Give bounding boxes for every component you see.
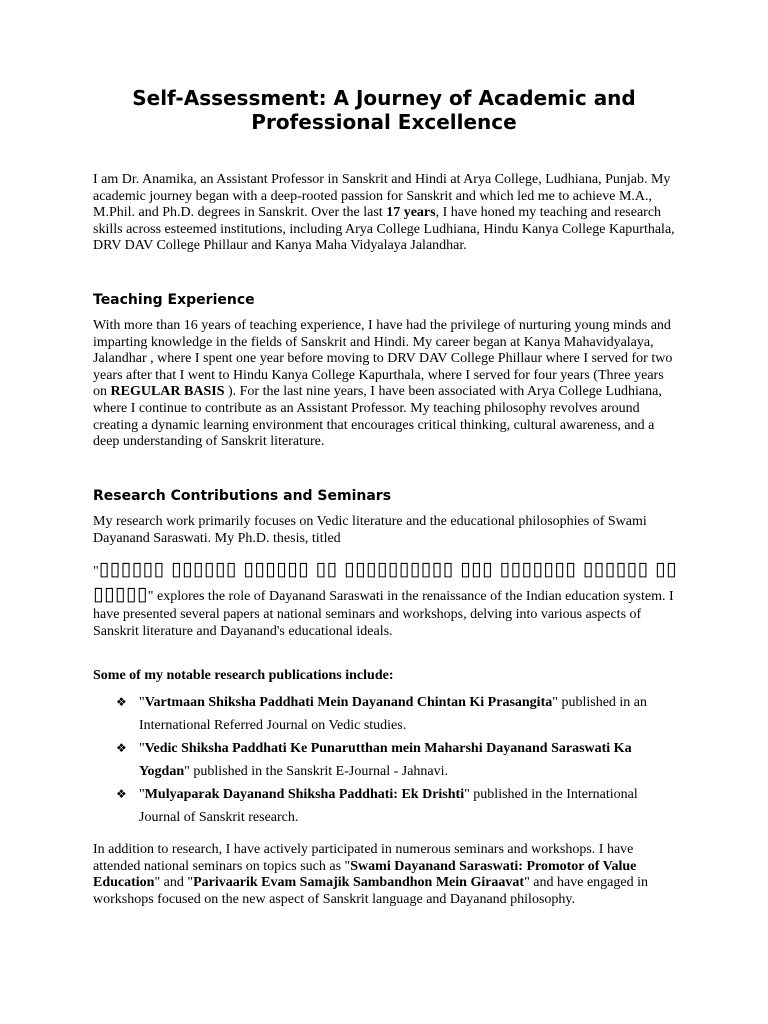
thesis-title-hindi: ▯▯▯▯▯▯ ▯▯▯▯▯▯ ▯▯▯▯▯▯ ▯▯ ▯▯▯▯▯▯▯▯▯▯ ▯▯▯ ▯▯▯▯▯▯▯ ▯▯▯▯▯▯ ▯▯ ▯▯▯▯▯ — [93, 558, 677, 605]
publication-title: Mulyaparak Dayanand Shiksha Paddhati: Ek Drishti — [144, 787, 465, 802]
publications-list — [93, 691, 673, 829]
diamond-bullet-icon: ❖ — [116, 787, 127, 801]
seminar-topic-1: Swami Dayanand Saraswati: Promotor of Value Education — [93, 858, 637, 891]
publication-detail: " published in an International Referred Journal on Vedic studies. — [139, 695, 648, 733]
publications-heading: Some of my notable research publications include: — [93, 668, 394, 683]
seminars-paragraph — [93, 842, 678, 908]
teaching-regular-bold: REGULAR BASIS — [110, 384, 225, 400]
publication-quote: " — [139, 695, 145, 710]
publication-detail: " published in the Sanskrit E-Journal - Jahnavi. — [184, 764, 449, 779]
seminars-text-2: " and " — [154, 875, 194, 891]
diamond-bullet-icon: ❖ — [116, 741, 127, 755]
thesis-quote-open: " — [93, 564, 99, 579]
publication-item — [93, 783, 673, 829]
publication-title: Vedic Shiksha Paddhati Ke Punarutthan mein Maharshi Dayanand Saraswati Ka Yogdan — [139, 741, 632, 779]
publication-item — [93, 737, 673, 783]
teaching-text-before: With more than 16 years of teaching experience, I have had the privilege of nurturing young minds and imparting knowledge in the fields of Sanskrit and Hindi. My career began at Kanya Mahavidyalaya, Jalandhar , where I spent one year before moving to DRV DAV College Phillaur where I served for two years after that I went to Hindu Kanya College Kapurthala, where I served for four years (Three years on — [93, 318, 673, 400]
publication-quote: " — [139, 787, 145, 802]
intro-text-after: , I have honed my teaching and research skills across esteemed institutions, including Arya College Ludhiana, Hindu Kanya College Kapurthala, DRV DAV College Phillaur and Kanya Maha Vidyalaya Jalandhar. — [93, 205, 675, 254]
intro-text-before: I am Dr. Anamika, an Assistant Professor in Sanskrit and Hindi at Arya College, Ludhiana, Punjab. My academic journey began with a deep-rooted passion for Sanskrit and which led me to achieve M.A., M.Phil. and Ph.D. degrees in Sanskrit. Over the last — [93, 172, 671, 221]
teaching-text-after: ). For the last nine years, I have been associated with Arya College Ludhiana, where I continue to contribute as an Assistant Professor. My teaching philosophy revolves around creating a dynamic learning environment that encourages critical thinking, cultural awareness, and a deep understanding of Sanskrit literature. — [93, 384, 662, 450]
research-heading: Research Contributions and Seminars — [93, 488, 392, 504]
intro-years-bold: 17 years — [386, 205, 436, 221]
thesis-paragraph — [93, 557, 678, 640]
seminar-topic-2: Parivaarik Evam Samajik Sambandhon Mein Giraavat — [193, 875, 525, 891]
publication-detail: " published in the International Journal of Sanskrit research. — [139, 787, 638, 825]
seminars-text-3: " and have engaged in workshops focused on the new aspect of Sanskrit language and Dayanand philosophy. — [93, 875, 648, 907]
document-title: Self-Assessment: A Journey of Academic and Professional Excellence — [132, 86, 636, 134]
publication-title: Vartmaan Shiksha Paddhati Mein Dayanand Chintan Ki Prasangita — [144, 695, 553, 710]
publication-quote: " — [139, 741, 145, 756]
research-intro: My research work primarily focuses on Vedic literature and the educational philosophies of Swami Dayanand Saraswati. My Ph.D. thesis, titled — [93, 514, 647, 546]
publication-item — [93, 691, 673, 737]
teaching-heading: Teaching Experience — [93, 292, 255, 308]
seminars-text-1: In addition to research, I have actively participated in numerous seminars and workshops. I have attended national seminars on topics such as " — [93, 842, 634, 874]
thesis-description: " explores the role of Dayanand Saraswati in the renaissance of the Indian education system. I have presented several papers at national seminars and workshops, delving into various aspects of Sanskrit literature and Dayanand's educational ideals. — [93, 589, 674, 639]
teaching-paragraph — [93, 318, 678, 451]
diamond-bullet-icon: ❖ — [116, 695, 127, 709]
intro-paragraph — [93, 172, 678, 255]
